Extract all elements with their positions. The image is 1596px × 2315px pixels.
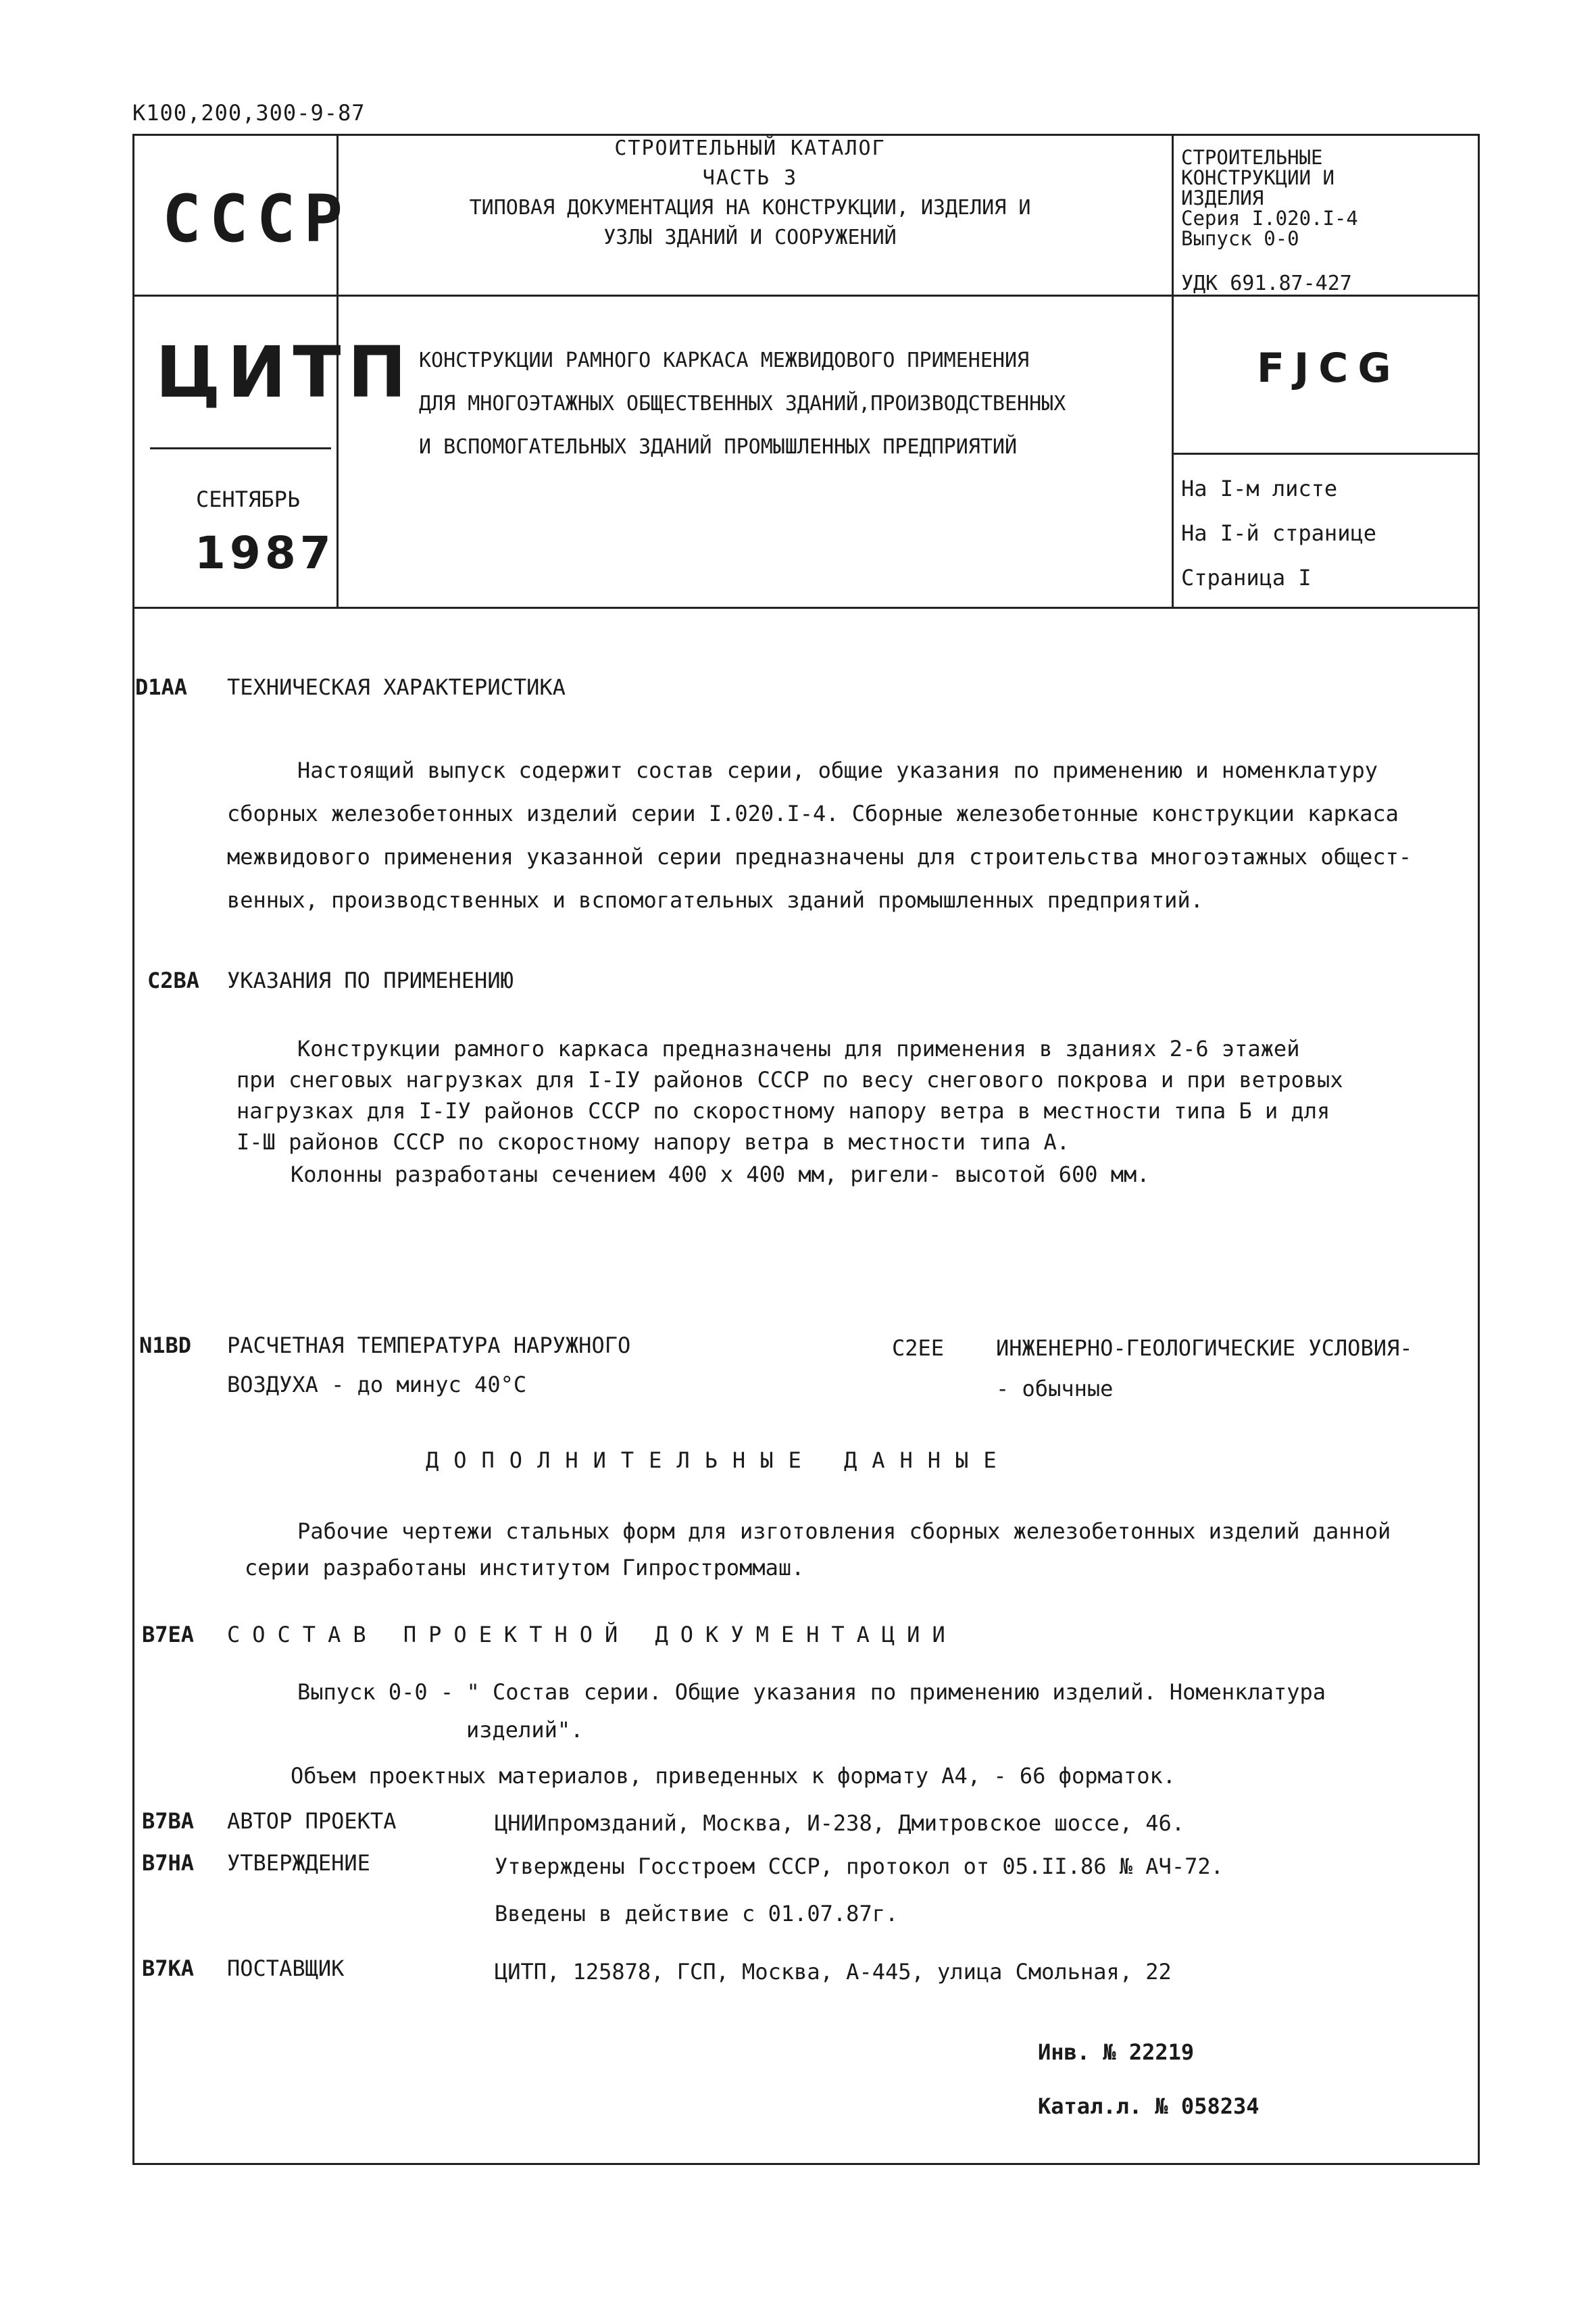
row-label: УТВЕРЖДЕНИЕ: [227, 1850, 370, 1876]
paragraph-line: венных, производственных и вспомогательных зданий промышленных предприятий.: [227, 887, 1203, 913]
section-code: C2EE: [892, 1335, 945, 1361]
geo-line: - обычные: [996, 1376, 1114, 1401]
paragraph-line: Объем проектных материалов, приведенных к формату А4, - 66 форматок.: [291, 1763, 1176, 1789]
classification-code: FJCG: [1257, 345, 1401, 392]
paragraph-line: I-Ш районов СССР по скоростному напору ветра в местности типа А.: [236, 1129, 1070, 1155]
supplier-value: ЦИТП, 125878, ГСП, Москва, А-445, улица Смольная, 22: [495, 1959, 1172, 1985]
series-info: [1181, 147, 1358, 249]
country-logo: СССР: [162, 181, 351, 257]
series-line: Серия I.020.I-4: [1181, 207, 1358, 230]
divider: [1172, 134, 1174, 608]
temp-line: ВОЗДУХА - до минус 40°С: [227, 1372, 527, 1397]
catalog-line: ТИПОВАЯ ДОКУМЕНТАЦИЯ НА КОНСТРУКЦИИ, ИЗДЕЛИЯ И: [469, 196, 1031, 220]
series-line: ИЗДЕЛИЯ: [1181, 186, 1264, 209]
page-info: [1181, 466, 1376, 600]
catalog-line: ЧАСТЬ 3: [702, 166, 798, 190]
divider: [1172, 453, 1480, 455]
paragraph-line: серии разработаны институтом Гипростроммаш.: [245, 1555, 805, 1580]
approval-value: Утверждены Госстроем СССР, протокол от 05.II.86 № АЧ-72.: [495, 1853, 1224, 1879]
section-code: B7KA: [142, 1956, 195, 1981]
section-title: СОСТАВ ПРОЕКТНОЙ ДОКУМЕНТАЦИИ: [227, 1622, 957, 1647]
issue-year: 1987: [195, 527, 335, 579]
publisher-logo: ЦИТП: [155, 331, 414, 414]
paragraph-line: изделий".: [466, 1717, 584, 1743]
title-line: КОНСТРУКЦИИ РАМНОГО КАРКАСА МЕЖВИДОВОГО ПРИМЕНЕНИЯ: [419, 349, 1030, 372]
section-code: N1BD: [139, 1333, 192, 1358]
paragraph-line: Настоящий выпуск содержит состав серии, общие указания по применению и номенклатуру: [297, 757, 1378, 783]
section-code: C2BA: [147, 968, 200, 993]
paragraph-line: Колонны разработаны сечением 400 х 400 мм, ригели- высотой 600 мм.: [291, 1162, 1150, 1187]
divider: [150, 447, 331, 449]
page-line: Страница I: [1181, 565, 1312, 591]
catalog-line: УЗЛЫ ЗДАНИЙ И СООРУЖЕНИЙ: [603, 226, 897, 249]
title-line: ДЛЯ МНОГОЭТАЖНЫХ ОБЩЕСТВЕННЫХ ЗДАНИЙ,ПРОИЗВОДСТВЕННЫХ: [419, 392, 1066, 416]
section-title: ДОПОЛНИТЕЛЬНЫЕ ДАННЫЕ: [426, 1447, 1012, 1473]
paragraph-line: сборных железобетонных изделий серии I.020.I-4. Сборные железобетонные конструкции каркаса: [227, 801, 1399, 826]
geo-line: ИНЖЕНЕРНО-ГЕОЛОГИЧЕСКИЕ УСЛОВИЯ-: [996, 1335, 1413, 1361]
row-label: ПОСТАВЩИК: [227, 1956, 345, 1981]
inventory-number: Инв. № 22219: [1038, 2039, 1195, 2065]
paragraph-line: нагрузках для I-IУ районов СССР по скоростному напору ветра в местности типа Б и для: [236, 1098, 1330, 1124]
page-line: На I-м листе: [1181, 476, 1338, 501]
series-line: СТРОИТЕЛЬНЫЕ: [1181, 146, 1323, 169]
catalog-line: СТРОИТЕЛЬНЫЙ КАТАЛОГ: [614, 136, 886, 160]
series-line: Выпуск 0-0: [1181, 227, 1299, 250]
approval-value: Введены в действие с 01.07.87г.: [495, 1901, 899, 1926]
udk-code: УДК 691.87-427: [1181, 272, 1352, 295]
page-line: На I-й странице: [1181, 520, 1376, 546]
section-code: B7EA: [142, 1622, 195, 1647]
title-line: И ВСПОМОГАТЕЛЬНЫХ ЗДАНИЙ ПРОМЫШЛЕННЫХ ПРЕДПРИЯТИЙ: [419, 435, 1018, 459]
section-code: D1AA: [135, 674, 188, 700]
catalog-header: [345, 134, 1155, 253]
section-title: УКАЗАНИЯ ПО ПРИМЕНЕНИЮ: [227, 968, 514, 993]
document-title: [419, 339, 1066, 469]
section-code: B7HA: [142, 1850, 195, 1876]
paragraph-line: Конструкции рамного каркаса предназначены для применения в зданиях 2-6 этажей: [297, 1036, 1300, 1062]
author-value: ЦНИИпромзданий, Москва, И-238, Дмитровское шоссе, 46.: [495, 1810, 1185, 1836]
paragraph-line: Рабочие чертежи стальных форм для изготовления сборных железобетонных изделий данной: [297, 1518, 1391, 1544]
temp-line: РАСЧЕТНАЯ ТЕМПЕРАТУРА НАРУЖНОГО: [227, 1333, 631, 1358]
row-label: АВТОР ПРОЕКТА: [227, 1808, 397, 1834]
divider: [132, 607, 1480, 609]
paragraph-line: при снеговых нагрузках для I-IУ районов СССР по весу снегового покрова и при ветровых: [236, 1067, 1343, 1093]
paragraph-line: Выпуск 0-0 - " Состав серии. Общие указания по применению изделий. Номенклатура: [297, 1679, 1326, 1705]
catalog-sheet-number: Катал.л. № 058234: [1038, 2093, 1260, 2119]
issue-month: СЕНТЯБРЬ: [196, 487, 301, 512]
section-code: B7BA: [142, 1808, 195, 1834]
paragraph-line: межвидового применения указанной серии предназначены для строительства многоэтажных общест-: [227, 844, 1412, 870]
document-code: К100,200,300-9-87: [132, 100, 366, 126]
series-line: КОНСТРУКЦИИ И: [1181, 166, 1335, 189]
section-title: ТЕХНИЧЕСКАЯ ХАРАКТЕРИСТИКА: [227, 674, 566, 700]
